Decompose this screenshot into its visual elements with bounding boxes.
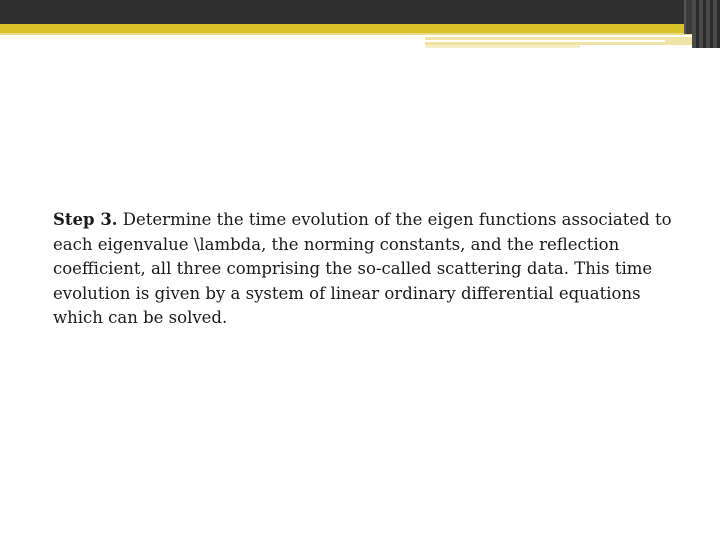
header-accent-line bbox=[0, 33, 692, 35]
header-corner-stripes bbox=[692, 0, 720, 48]
slide-body-paragraph bbox=[53, 208, 683, 331]
header-accent-bar bbox=[0, 24, 692, 33]
step-label: Step 3. bbox=[53, 210, 118, 229]
header-dark-bar bbox=[0, 0, 720, 24]
header-accent-gap bbox=[425, 40, 665, 42]
header-accent-faint-bar bbox=[425, 45, 580, 48]
step-description: Determine the time evolution of the eigen functions associated to each eigenvalue \lambda, the norming constants, and the reflection coefficient, all three comprising the so-called scattering data. This time evolution is given by a system of linear ordinary differential equations which can be solved. bbox=[53, 210, 672, 327]
